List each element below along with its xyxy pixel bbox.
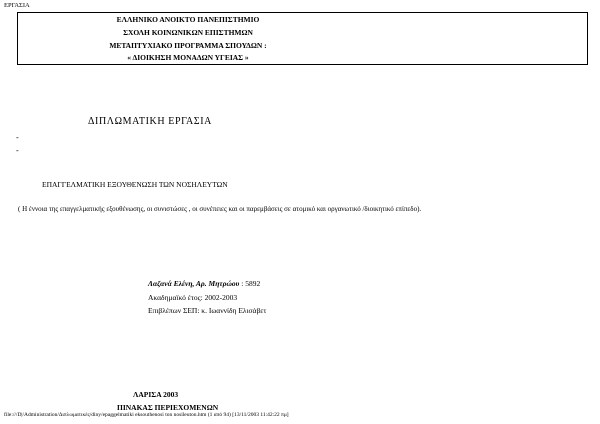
- academic-year: Ακαδημαϊκό έτος: 2002-2003: [148, 293, 238, 302]
- author-id: : 5892: [239, 279, 261, 288]
- page-header-text: ΕΡΓΑΣΙΑ: [4, 2, 30, 9]
- thesis-title: ΔΙΠΛΩΜΑΤΙΚΗ ΕΡΓΑΣΙΑ: [88, 116, 212, 127]
- print-footer-url: file:///D|/Administration/Διπλωματικές/diny/epaggelmatiki eksouthenosi ton nosileuton.htm (1 από 94) [13/11/2003 11:42:22 πμ]: [4, 412, 289, 418]
- university-name: ΕΛΛΗΝΙΚΟ ΑΝΟΙΚΤΟ ΠΑΝΕΠΙΣΤΗΜΙΟ: [116, 15, 260, 24]
- table-of-contents-heading: ΠΙΝΑΚΑΣ ΠΕΡΙΕΧΟΜΕΝΩΝ: [117, 403, 219, 412]
- thesis-topic: ΕΠΑΓΓΕΛΜΑΤΙΚΗ ΕΞΟΥΘΕΝΩΣΗ ΤΩΝ ΝΟΣΗΛΕΥΤΩΝ: [42, 180, 228, 189]
- author-line: [148, 279, 260, 288]
- place-year: ΛΑΡΙΣΑ 2003: [133, 390, 179, 399]
- specialty-name: « ΔΙΟΙΚΗΣΗ ΜΟΝΑΔΩΝ ΥΓΕΙΑΣ »: [127, 53, 249, 62]
- supervisor: Επιβλέπων ΣΕΠ: κ. Ιωαννίδη Ελισάβετ: [148, 306, 267, 315]
- program-name: ΜΕΤΑΠΤΥΧΙΑΚΟ ΠΡΟΓΡΑΜΜΑ ΣΠΟΥΔΩΝ :: [109, 41, 267, 50]
- institution-box: [17, 12, 588, 65]
- author-name: Λαζανά Ελένη, Αρ. Μητρώου: [148, 279, 240, 288]
- dash-mark: -: [16, 133, 19, 142]
- thesis-subtitle: ( Η έννοια της επαγγελματικής εξουθένωσης, οι συνιστώσες , οι συνέπειες και οι παρεμβάσεις σε ατομικό και οργανωτικό /διοικητικό επίπεδο).: [18, 205, 422, 213]
- school-name: ΣΧΟΛΗ ΚΟΙΝΩΝΙΚΩΝ ΕΠΙΣΤΗΜΩΝ: [123, 28, 253, 37]
- dash-mark: -: [16, 146, 19, 155]
